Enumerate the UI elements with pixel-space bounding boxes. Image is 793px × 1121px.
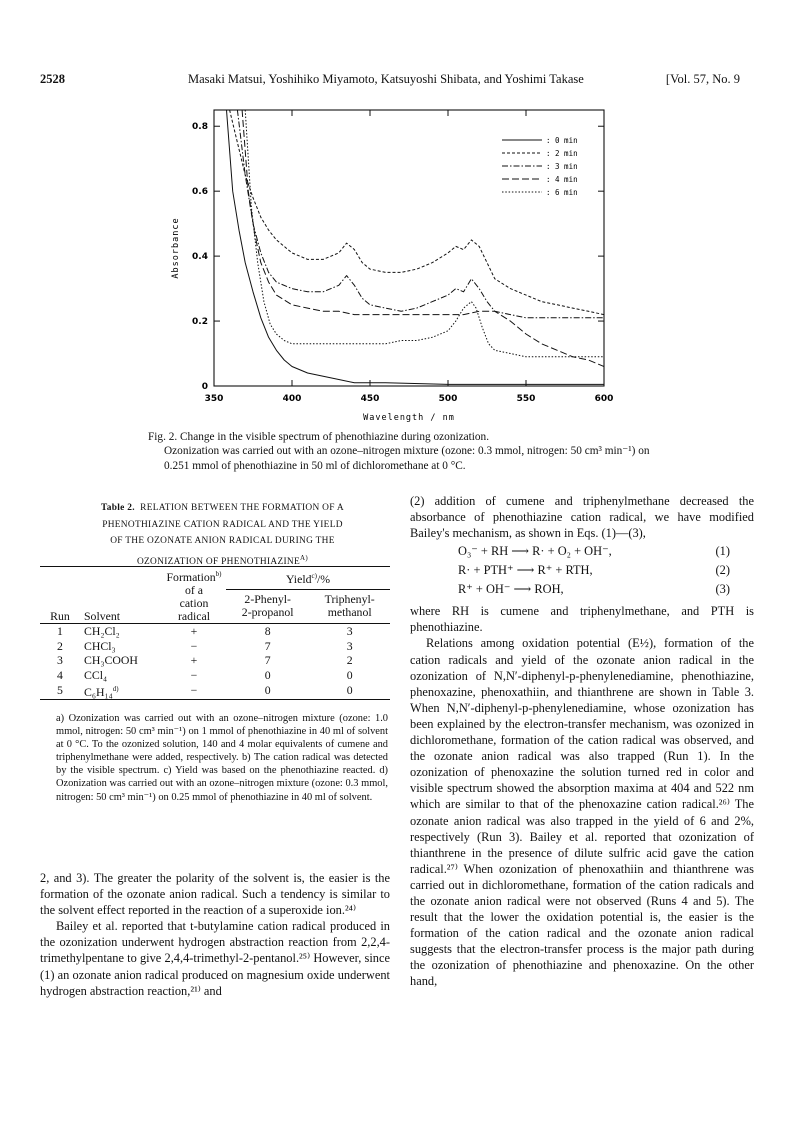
cell-run: 3 xyxy=(57,653,63,667)
table-row xyxy=(40,639,390,654)
legend-label-1: : 2 min xyxy=(546,149,578,158)
equation-1 xyxy=(410,543,754,562)
table-row xyxy=(40,624,390,639)
methanol-line2: methanol xyxy=(327,605,372,619)
figure-caption xyxy=(148,430,658,473)
caption-lead: Fig. 2. Change in the visible spectrum of phenothiazine during ozonization. xyxy=(148,431,490,443)
y-tick-label: 0.6 xyxy=(192,187,208,198)
header-propanol xyxy=(226,590,309,624)
cell-methanol: 2 xyxy=(346,653,353,667)
right-column-text xyxy=(410,493,754,990)
cell-formation: − xyxy=(190,638,198,653)
y-axis-label: Absorbance xyxy=(171,217,181,279)
cell-run: 2 xyxy=(57,638,63,653)
right-paragraph-2: where RH is cumene and triphenylmethane, and PTH is phenothiazine. xyxy=(410,604,754,635)
propanol-line1: 2-Phenyl- xyxy=(244,592,291,606)
solvent-note: d) xyxy=(112,685,119,693)
volume-info: [Vol. 57, No. 9 xyxy=(665,72,740,86)
propanol-line2: 2-propanol xyxy=(241,605,294,619)
right-paragraph-1: (2) addition of cumene and triphenylmethane decreased the absorbance of phenothiazine cation radical, we have modified Bailey's mechanism, as shown in Eqs. (1)—(3), xyxy=(410,494,754,541)
table-label: Table 2. xyxy=(101,503,135,513)
caption-body: Ozonization was carried out with an ozone–nitrogen mixture (ozone: 0.3 mmol, nitrogen: 50 cm³ min⁻¹) on 0.251 mmol of phenothiazine in 50 ml of dichloromethane at 0 °C. xyxy=(164,445,650,472)
cell-formation: − xyxy=(190,667,198,682)
equation-3-expr: R⁺ + OH⁻ ⟶ ROH, xyxy=(458,582,564,597)
table-row xyxy=(40,668,390,683)
cell-methanol: 3 xyxy=(346,638,353,653)
cell-run: 1 xyxy=(57,624,63,638)
table-title-line2: PHENOTHIAZINE CATION RADICAL AND THE YIELD xyxy=(102,519,343,530)
x-tick-label: 550 xyxy=(516,394,536,404)
x-axis-label: Wavelength / nm xyxy=(363,413,455,423)
y-tick-label: 0 xyxy=(201,382,208,392)
right-paragraph-3: Relations among oxidation potential (E½), formation of the cation radicals and yield of the ozonate anion radical in the ozonization of N,N′-diphenyl-p-phenylenediamine, phenothiazine, phenoxazine, phenoxathiin, and thianthrene are shown in Table 3. When N,N′-diphenyl-p-phenylenediamine, whose ozonization has been explained by the electron-transfer mechanism, was ozonized in dichloromethane, formation of the cation radical was observed, and the ozonate anion radical was also trapped (Run 1). In the ozonization of phenoxazine the solution turned red in color and visible spectrum showed the absorption maxima at 404 and 522 nm which are similar to that of the phenoxazine cation radical.²⁶⁾ The ozonate anion radical was also trapped in the yield of 6 and 2%, respectively (Run 3). Bailey et al. reported that ozonization of thianthrene in the presence of dilute sulfric acid gave the cation radical.²⁷⁾ When ozonization of phenoxathiin and thianthrene was carried out in dichloromethane, formation of the cation radicals and the ozonate anion radical were not observed (Runs 4 and 5). The result that the lower the oxidation potential is, the easier is the formation of the cation radical and the ozonate anion radical suggests that the electron-transfer process is the major path during the ozonization of phenothiazine and phenoxazine. On the other hand, xyxy=(410,636,754,989)
equation-1-expr: O₃⁻ + RH ⟶ R· + O₂ + OH⁻, xyxy=(458,544,612,559)
cell-propanol: 7 xyxy=(264,638,271,653)
y-tick-label: 0.4 xyxy=(192,252,208,263)
header-formation xyxy=(162,567,226,624)
formation-line2: of a xyxy=(184,583,203,597)
equation-2-expr: R· + PTH⁺ ⟶ R⁺ + RTH, xyxy=(458,563,593,578)
equation-3-number: (3) xyxy=(715,582,730,597)
x-tick-label: 500 xyxy=(438,394,458,404)
cell-solvent xyxy=(80,682,162,700)
table-title xyxy=(40,500,405,570)
table-row xyxy=(40,653,390,668)
cell-methanol: 3 xyxy=(346,624,353,638)
header-solvent: Solvent xyxy=(80,567,162,624)
table-title-line3: OF THE OZONATE ANION RADICAL DURING THE xyxy=(110,536,335,546)
table-title-line4: OZONIZATION OF PHENOTHIAZINE xyxy=(136,556,301,567)
table-footnotes: a) Ozonization was carried out with an ozone–nitrogen mixture (ozone: 1.0 mmol, nitrogen: 50 cm³ min⁻¹) on 1 mmol of phenothiazine in 40 ml of solvent at 0 °C. To the ozonized solution, 140 and 4 molar equivalents of cumene and triphenylmethane were added, respectively. b) The cation radical was detected by the visible spectrum. c) Yield was based on the phenothiazine reacted. d) Ozonization was carried out with an ozone–nitrogen mixture (ozone: 0.3 mmol, nitrogen: 50 cm³ min⁻¹) on 0.25 mmol of phenothiazine in 40 ml of solvent. xyxy=(56,713,388,803)
author-line: Masaki Matsui, Yoshihiko Miyamoto, Katsuyoshi Shibata, and Yoshimi Takase xyxy=(188,72,584,86)
cell-solvent: CCl₄ xyxy=(84,667,108,682)
formation-note: b) xyxy=(215,570,222,579)
legend-label-2: : 3 min xyxy=(546,162,578,171)
cell-formation: + xyxy=(190,653,198,667)
formation-line1: Formation xyxy=(166,570,216,584)
legend-label-4: : 6 min xyxy=(546,188,578,197)
data-table xyxy=(40,566,390,700)
header-methanol xyxy=(309,590,390,624)
equations xyxy=(410,543,754,600)
cell-methanol: 0 xyxy=(346,667,353,682)
cell-run: 5 xyxy=(57,683,63,698)
cell-propanol: 8 xyxy=(264,624,271,638)
cell-methanol: 0 xyxy=(346,683,353,698)
header-yield xyxy=(226,567,390,590)
running-header xyxy=(40,72,740,90)
page-number: 2528 xyxy=(40,72,65,86)
cell-formation: + xyxy=(190,624,198,638)
table-2 xyxy=(40,566,390,700)
cell-formation: − xyxy=(190,683,198,698)
table-row xyxy=(40,682,390,700)
cell-propanol: 0 xyxy=(264,683,271,698)
y-tick-label: 0.2 xyxy=(192,317,208,328)
cell-propanol: 0 xyxy=(264,667,271,682)
header-run: Run xyxy=(40,567,80,624)
solvent-text: C₆H₁₄ xyxy=(84,684,113,699)
x-tick-label: 450 xyxy=(360,394,380,404)
equation-3 xyxy=(410,581,754,600)
formation-line4: radical xyxy=(177,609,211,623)
cell-solvent: CHCl₃ xyxy=(84,638,116,653)
cell-propanol: 7 xyxy=(264,653,271,667)
x-tick-label: 400 xyxy=(282,394,302,404)
legend-label-3: : 4 min xyxy=(546,175,578,184)
cell-solvent: CH₂Cl₂ xyxy=(84,624,120,638)
cell-solvent: CH₃COOH xyxy=(84,653,138,667)
equation-1-number: (1) xyxy=(715,544,730,559)
methanol-line1: Triphenyl- xyxy=(324,592,375,606)
table-title-line1: RELATION BETWEEN THE FORMATION OF A xyxy=(140,503,344,513)
absorbance-spectrum-chart xyxy=(168,104,628,426)
cell-run: 4 xyxy=(57,667,63,682)
legend-label-0: : 0 min xyxy=(546,136,578,145)
left-column-text xyxy=(40,870,390,999)
x-tick-label: 600 xyxy=(594,394,614,404)
formation-line3: cation xyxy=(179,596,209,610)
equation-2 xyxy=(410,562,754,581)
series-line-4 xyxy=(245,110,604,357)
y-tick-label: 0.8 xyxy=(192,122,208,133)
yield-note: c) xyxy=(311,572,317,581)
left-paragraph-2: Bailey et al. reported that t-butylamine cation radical produced in the ozonization underwent hydrogen abstraction reaction from 2,2,4-trimethylpentane to give 2,4,4-trimethyl-2-pentanol.²⁵⁾ However, since (1) an ozonate anion radical produced on magnesium oxide underwent hydrogen abstraction reaction,²¹⁾ and xyxy=(40,919,390,998)
yield-label: Yield xyxy=(285,571,312,586)
left-paragraph-1: 2, and 3). The greater the polarity of the solvent is, the easier is the formation of the ozonate anion radical. Such a tendency is similar to the solvent effect reported in the reaction of a superoxide ion.²⁴⁾ xyxy=(40,871,390,918)
table-title-note: A) xyxy=(300,553,309,562)
yield-unit: /% xyxy=(316,571,331,586)
x-tick-label: 350 xyxy=(204,394,224,404)
equation-2-number: (2) xyxy=(715,563,730,578)
